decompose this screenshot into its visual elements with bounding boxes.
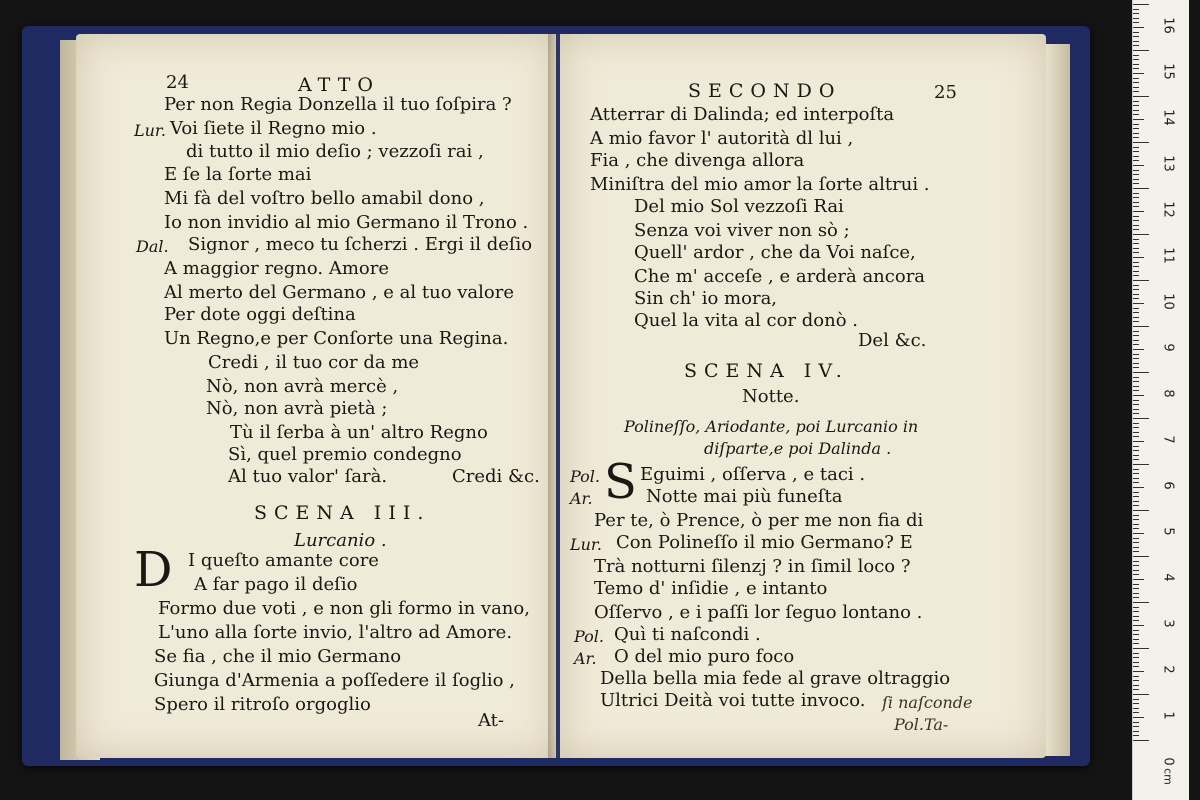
ruler-tick [1133, 193, 1139, 194]
dialogue-text-7: Oſſervo , e i paſſi lor ſeguo lontano . [594, 602, 923, 623]
ruler-tick [1133, 478, 1139, 479]
ruler-tick [1133, 671, 1144, 672]
right-line-3: Fia , che divenga allora [590, 150, 805, 171]
stage-direction-2: diſparte,e poi Dalinda . [704, 439, 892, 458]
dialogue-text-1: Eguimi , oſſerva , e taci . [640, 464, 866, 485]
ruler-tick [1133, 653, 1139, 654]
ruler-tick [1133, 275, 1139, 276]
ruler-tick [1133, 524, 1139, 525]
ruler-unit: cm [1161, 768, 1175, 785]
ruler-tick [1133, 432, 1139, 433]
left-catchword: At- [478, 710, 504, 731]
ruler-tick [1133, 505, 1139, 506]
ruler-tick [1133, 179, 1139, 180]
ruler-tick [1133, 18, 1139, 19]
scene-iii-line-1: I queſto amante core [188, 550, 379, 571]
ruler-tick [1133, 197, 1139, 198]
scene-iv-setting: Notte. [742, 386, 800, 407]
ruler-number: 6 [1160, 481, 1176, 490]
ruler-tick [1133, 593, 1139, 594]
dialogue-text-10: Della bella mia fede al grave oltraggio [600, 668, 951, 689]
ruler-tick [1133, 616, 1139, 617]
ruler-tick [1133, 551, 1139, 552]
ruler-tick [1133, 584, 1139, 585]
ruler-tick [1133, 335, 1139, 336]
ruler-tick [1133, 340, 1139, 341]
ruler-tick [1133, 708, 1139, 709]
right-running-head: SECONDO [688, 80, 842, 102]
ruler-tick [1133, 556, 1149, 557]
ruler-tick [1133, 147, 1139, 148]
ruler-tick [1133, 32, 1139, 33]
ruler-tick [1133, 588, 1139, 589]
left-line-8: A maggior regno. Amore [164, 258, 389, 279]
right-page-number: 25 [934, 82, 957, 103]
ruler-tick [1133, 538, 1139, 539]
right-line-10: Quel la vita al cor donò . [634, 310, 858, 331]
ruler-tick [1133, 611, 1139, 612]
ruler-tick [1133, 101, 1139, 102]
dialogue-text-9: O del mio puro foco [614, 646, 795, 667]
ruler-tick [1133, 459, 1139, 460]
scene-iii-line-7: Spero il ritroſo orgoglio [154, 694, 371, 715]
ruler-tick [1133, 294, 1139, 295]
left-line-17: Al tuo valor' ſarà. [228, 466, 388, 487]
ruler-tick [1133, 289, 1139, 290]
ruler-tick [1133, 625, 1144, 626]
dialogue-speaker-8: Pol. [574, 627, 604, 646]
ruler-number: 12 [1160, 201, 1176, 218]
scene-iv-heading: SCENA IV. [684, 360, 849, 382]
ruler-tick [1133, 220, 1139, 221]
ruler-tick [1133, 229, 1139, 230]
ruler-tick [1133, 735, 1139, 736]
ruler-tick [1133, 680, 1139, 681]
dialogue-text-2: Notte mai più funeſta [646, 486, 843, 507]
dialogue-text-8: Quì ti naſcondi . [614, 624, 761, 645]
ruler-number: 9 [1160, 343, 1176, 352]
ruler-tick [1133, 4, 1149, 5]
ruler-tick [1133, 252, 1139, 253]
dialogue-text-5: Trà notturni ſilenzj ? in ſimil loco ? [594, 556, 911, 577]
right-line-11: Del &c. [858, 330, 927, 351]
ruler-tick [1133, 441, 1144, 442]
ruler-tick [1133, 482, 1139, 483]
ruler-tick [1133, 257, 1144, 258]
speaker-lur: Lur. [134, 121, 166, 140]
ruler-tick [1133, 96, 1149, 97]
ruler-tick [1133, 27, 1144, 28]
left-page [76, 34, 556, 758]
ruler-tick [1133, 464, 1149, 465]
ruler-tick [1133, 105, 1139, 106]
ruler-tick [1133, 354, 1139, 355]
ruler-tick [1133, 469, 1139, 470]
ruler-tick [1133, 685, 1139, 686]
scene-iii-line-2: A far pago il deſio [194, 574, 358, 595]
ruler-tick [1133, 128, 1139, 129]
right-line-8: Che m' acceſe , e arderà ancora [634, 266, 926, 287]
ruler-tick [1133, 55, 1139, 56]
ruler-tick [1133, 188, 1149, 189]
ruler-tick [1133, 703, 1139, 704]
left-line-4: E ſe la ſorte mai [164, 164, 312, 185]
left-line-14: Nò, non avrà pietà ; [206, 398, 388, 419]
left-line-7: Signor , meco tu ſcherzi . Ergi il deſio [188, 234, 533, 255]
ruler-tick [1133, 303, 1144, 304]
ruler-tick [1133, 280, 1149, 281]
ruler-tick [1133, 358, 1139, 359]
dialogue-text-4: Con Polineſſo il mio Germano? E [616, 532, 913, 553]
ruler-tick [1133, 349, 1144, 350]
ruler-tick [1133, 676, 1139, 677]
scene-iii-line-6: Giunga d'Armenia a poſſedere il ſoglio , [154, 670, 515, 691]
scene-iii-character: Lurcanio . [294, 530, 387, 551]
ruler-number: 10 [1160, 293, 1176, 310]
ruler-tick [1133, 427, 1139, 428]
right-line-9: Sin ch' io mora, [634, 288, 778, 309]
ruler-tick [1133, 501, 1139, 502]
ruler-tick [1133, 137, 1139, 138]
ruler-tick [1133, 409, 1139, 410]
ruler-tick [1133, 395, 1144, 396]
ruler-number: 3 [1160, 619, 1176, 628]
ruler-tick [1133, 418, 1149, 419]
ruler-tick [1133, 308, 1139, 309]
ruler-tick [1133, 400, 1139, 401]
measurement-ruler [1132, 0, 1189, 800]
left-line-15: Tù il ſerba à un' altro Regno [230, 422, 488, 443]
ruler-tick [1133, 492, 1139, 493]
ruler-number: 2 [1160, 665, 1176, 674]
ruler-tick [1133, 367, 1139, 368]
ruler-tick [1133, 740, 1149, 741]
right-line-6: Senza voi viver non sò ; [634, 220, 850, 241]
ruler-tick [1133, 45, 1139, 46]
ruler-tick [1133, 386, 1139, 387]
ruler-tick [1133, 648, 1149, 649]
ruler-tick [1133, 91, 1139, 92]
ruler-tick [1133, 114, 1139, 115]
ruler-tick [1133, 717, 1144, 718]
ruler-tick [1133, 216, 1139, 217]
left-line-5: Mi fà del voſtro bello amabil dono , [164, 188, 485, 209]
ruler-tick [1133, 298, 1139, 299]
dialogue-text-11: Ultrici Deità voi tutte invoco. [600, 690, 866, 711]
right-page [560, 34, 1046, 758]
right-line-4: Miniſtra del mio amor la ſorte altrui . [590, 174, 930, 195]
left-line-1: Per non Regia Donzella il tuo ſoſpira ? [164, 94, 512, 115]
ruler-tick [1133, 22, 1139, 23]
ruler-tick [1133, 574, 1139, 575]
ruler-tick [1133, 160, 1139, 161]
right-line-1: Atterrar di Dalinda; ed interpoſta [590, 104, 895, 125]
ruler-tick [1133, 248, 1139, 249]
ruler-tick [1133, 450, 1139, 451]
scene-iii-line-3: Formo due voti , e non gli formo in vano, [158, 598, 530, 619]
ruler-tick [1133, 266, 1139, 267]
ruler-tick [1133, 413, 1139, 414]
left-line-3: di tutto il mio deſio ; vezzoſi rai , [186, 141, 484, 162]
ruler-tick [1133, 82, 1139, 83]
ruler-number: 14 [1160, 109, 1176, 126]
ruler-tick [1133, 712, 1139, 713]
ruler-number: 8 [1160, 389, 1176, 398]
ruler-tick [1133, 312, 1139, 313]
ruler-tick [1133, 726, 1139, 727]
left-line-12: Credi , il tuo cor da me [208, 352, 420, 373]
ruler-number: 4 [1160, 573, 1176, 582]
drop-cap-s: S [604, 454, 637, 510]
ruler-tick [1133, 657, 1139, 658]
ruler-tick [1133, 602, 1149, 603]
dialogue-speaker-4: Lur. [570, 535, 602, 554]
ruler-number: 15 [1160, 63, 1176, 80]
left-line-9: Al merto del Germano , e al tuo valore [164, 282, 514, 303]
ruler-tick [1133, 620, 1139, 621]
ruler-number: 5 [1160, 527, 1176, 536]
ruler-number: 1 [1160, 711, 1176, 720]
ruler-tick [1133, 202, 1139, 203]
scene-iii-line-5: Se fia , che il mio Germano [154, 646, 402, 667]
ruler-tick [1133, 528, 1139, 529]
ruler-tick [1133, 36, 1139, 37]
ruler-tick [1133, 156, 1139, 157]
ruler-tick [1133, 689, 1139, 690]
right-catchword: Pol.Ta- [894, 715, 949, 734]
ruler-tick [1133, 234, 1149, 235]
ruler-tick [1133, 13, 1139, 14]
ruler-tick [1133, 206, 1139, 207]
ruler-tick [1133, 579, 1144, 580]
ruler-tick [1133, 699, 1139, 700]
ruler-tick [1133, 731, 1139, 732]
ruler-tick [1133, 533, 1144, 534]
ruler-tick [1133, 694, 1149, 695]
ruler-tick [1133, 211, 1144, 212]
ruler-tick [1133, 78, 1139, 79]
ruler-tick [1133, 634, 1139, 635]
dialogue-speaker-1: Pol. [570, 467, 600, 486]
ruler-tick [1133, 446, 1139, 447]
ruler-tick [1133, 404, 1139, 405]
ruler-tick [1133, 515, 1139, 516]
ruler-tick [1133, 377, 1139, 378]
ruler-tick [1133, 151, 1139, 152]
left-line-11: Un Regno,e per Conſorte una Regina. [164, 328, 509, 349]
ruler-tick [1133, 174, 1139, 175]
ruler-tick [1133, 317, 1139, 318]
ruler-tick [1133, 510, 1149, 511]
ruler-tick [1133, 73, 1144, 74]
ruler-tick [1133, 390, 1139, 391]
ruler-tick [1133, 666, 1139, 667]
left-line-10: Per dote oggi deſtina [164, 304, 356, 325]
ruler-tick [1133, 496, 1139, 497]
scene-iii-line-4: L'uno alla ſorte invio, l'altro ad Amore. [158, 622, 513, 643]
left-running-head: ATTO [298, 74, 380, 96]
ruler-tick [1133, 643, 1139, 644]
ruler-tick [1133, 363, 1139, 364]
speaker-dal: Dal. [136, 237, 169, 256]
ruler-tick [1133, 68, 1139, 69]
ruler-tick [1133, 170, 1139, 171]
ruler-tick [1133, 271, 1139, 272]
ruler-tick [1133, 326, 1149, 327]
ruler-tick [1133, 239, 1139, 240]
ruler-tick [1133, 142, 1149, 143]
ruler-tick [1133, 133, 1139, 134]
ruler-tick [1133, 59, 1139, 60]
ruler-tick [1133, 262, 1139, 263]
left-line-13: Nò, non avrà mercè , [206, 376, 399, 397]
right-line-7: Quell' ardor , che da Voi naſce, [634, 242, 916, 263]
ruler-tick [1133, 381, 1139, 382]
ruler-tick [1133, 473, 1139, 474]
dialogue-text-3: Per te, ò Prence, ò per me non fia di [594, 510, 924, 531]
ruler-tick [1133, 565, 1139, 566]
ruler-tick [1133, 547, 1139, 548]
ruler-number: 13 [1160, 155, 1176, 172]
aside-si-nasconde: ſi naſconde [882, 693, 973, 712]
ruler-number: 0 [1160, 757, 1176, 766]
ruler-tick [1133, 372, 1149, 373]
ruler-tick [1133, 436, 1139, 437]
ruler-tick [1133, 344, 1139, 345]
ruler-tick [1133, 9, 1139, 10]
ruler-tick [1133, 331, 1139, 332]
ruler-tick [1133, 639, 1139, 640]
stage-direction-1: Polineſſo, Ariodante, poi Lurcanio in [624, 417, 919, 436]
right-line-2: A mio favor l' autorità dl lui , [590, 128, 854, 149]
ruler-tick [1133, 722, 1139, 723]
left-line-18: Credi &c. [452, 466, 540, 487]
ruler-tick [1133, 243, 1139, 244]
ruler-tick [1133, 561, 1139, 562]
left-line-6: Io non invidio al mio Germano il Trono . [164, 212, 529, 233]
ruler-tick [1133, 64, 1139, 65]
ruler-tick [1133, 165, 1144, 166]
ruler-number: 7 [1160, 435, 1176, 444]
ruler-tick [1133, 50, 1149, 51]
ruler-number: 16 [1160, 17, 1176, 34]
ruler-tick [1133, 487, 1144, 488]
ruler-tick [1133, 87, 1139, 88]
ruler-tick [1133, 630, 1139, 631]
scene-iii-heading: SCENA III. [254, 502, 431, 524]
ruler-tick [1133, 124, 1139, 125]
ruler-tick [1133, 321, 1139, 322]
dialogue-speaker-9: Ar. [574, 649, 597, 668]
ruler-tick [1133, 607, 1139, 608]
ruler-tick [1133, 110, 1139, 111]
dialogue-speaker-2: Ar. [570, 489, 593, 508]
drop-cap-d: D [134, 542, 173, 598]
left-line-16: Sì, quel premio condegno [228, 444, 462, 465]
ruler-tick [1133, 519, 1139, 520]
ruler-tick [1133, 225, 1139, 226]
ruler-tick [1133, 285, 1139, 286]
ruler-tick [1133, 423, 1139, 424]
ruler-tick [1133, 183, 1139, 184]
left-page-number: 24 [166, 72, 189, 93]
ruler-tick [1133, 662, 1139, 663]
left-line-2: Voi ſiete il Regno mio . [170, 118, 377, 139]
ruler-tick [1133, 597, 1139, 598]
ruler-tick [1133, 41, 1139, 42]
right-line-5: Del mio Sol vezzoſi Rai [634, 196, 844, 217]
ruler-tick [1133, 570, 1139, 571]
dialogue-text-6: Temo d' inſidie , e intanto [594, 578, 828, 599]
ruler-tick [1133, 542, 1139, 543]
ruler-tick [1133, 455, 1139, 456]
ruler-number: 11 [1160, 247, 1176, 264]
ruler-tick [1133, 119, 1144, 120]
